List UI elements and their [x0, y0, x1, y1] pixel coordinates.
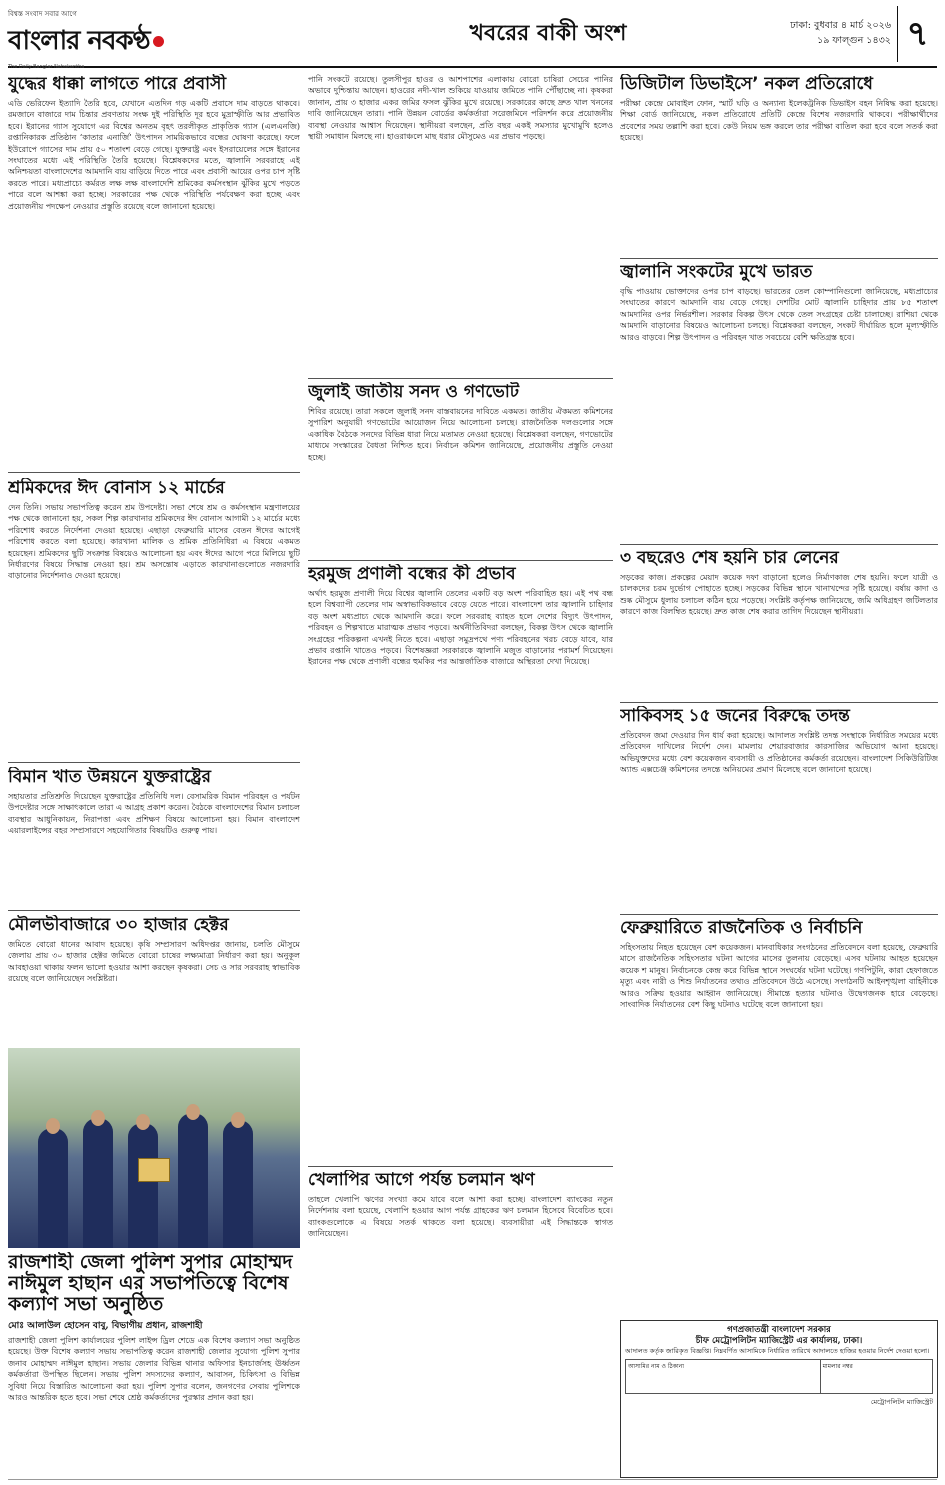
notice-signature: মেট্রোপলিটন ম্যাজিস্ট্রেট	[870, 1397, 933, 1406]
dateline	[790, 18, 891, 48]
article-pani	[308, 74, 613, 374]
article-probashi	[8, 74, 300, 469]
notice-body: আদালত কর্তৃক জারিকৃত বিজ্ঞপ্তি। নিম্নবর্ণিত আসামিকে নির্ধারিত তারিখে আদালতে হাজির হওয়ার নির্দেশ দেওয়া হলো।	[625, 1347, 930, 1355]
notice-col-name: আসামির নাম ও ঠিকানা	[626, 1359, 821, 1393]
masthead	[8, 6, 937, 68]
article-body: রাজশাহী জেলা পুলিশ কার্যালয়ের পুলিশ লাইন্স ড্রিল শেডে এক বিশেষ কল্যাণ সভা অনুষ্ঠিত হয়েছে। উক্ত বিশেষ কল্যাণ সভায় সভাপতিত্ব করেন রাজশাহী জেলার সুযোগ্য পুলিশ সুপার জনাব মোহাম্মদ নাঈমুল হাছান। সভায় জেলার বিভিন্ন থানার অফিসার ইনচার্জসহ ঊর্ধ্বতন কর্মকর্তারা উপস্থিত ছিলেন। সভায় পুলিশ সদস্যদের কল্যাণ, আবাসন, চিকিৎসা ও বিভিন্ন সুবিধা নিয়ে বিস্তারিত আলোচনা করা হয়। পুলিশ সুপার বলেন, জনগণের সেবায় পুলিশকে আরও আন্তরিক হতে হবে। সভা শেষে শ্রেষ্ঠ কর্মকর্তাদের পুরস্কার প্রদান করা হয়।	[8, 1336, 300, 1403]
brand-name	[8, 20, 168, 64]
article-charlane	[620, 548, 938, 698]
article-body: সহিংসতায় নিহত হয়েছেন বেশ কয়েকজন। মানবাধিকার সংগঠনের প্রতিবেদনে বলা হয়েছে, ফেব্রুয়ারি মাসে রাজনৈতিক সহিংসতার ঘটনা আগের মাসের তুলনায় বেড়েছে। এসব ঘটনায় আহত হয়েছেন কয়েক শ মানুষ। নির্বাচনকে কেন্দ্র করে বিভিন্ন স্থানে সংঘর্ষের ঘটনা ঘটেছে। গণপিটুনি, কারা হেফাজতে মৃত্যু এবং নারী ও শিশু নির্যাতনের তথ্যও প্রতিবেদনে উঠে এসেছে। সংগঠনটি আইনশৃঙ্খলা বাহিনীকে আরও সক্রিয় হওয়ার আহ্বান জানিয়েছে। সীমান্তে হত্যার ঘটনাও উদ্বেগজনক হারে বেড়েছে। সাংবাদিক নির্যাতনের বেশ কিছু ঘটনাও ঘটেছে বলে জানানো হয়।	[620, 943, 938, 1010]
court-notice	[620, 1320, 938, 1478]
section-title: খবরের বাকী অংশ	[469, 21, 627, 46]
police-ceremony-photo	[8, 1048, 300, 1248]
english-name: The Daily Banglar Nabakantha	[8, 64, 85, 70]
article-july	[308, 382, 613, 556]
article-body: প্রতিবেদন জমা দেওয়ার দিন ধার্য করা হয়েছে। আদালত সংশ্লিষ্ট তদন্ত সংস্থাকে নির্ধারিত সময়ের মধ্যে প্রতিবেদন দাখিলের নির্দেশ দেন। মামলায় শেয়ারবাজার কারসাজির অভিযোগ আনা হয়েছে। অভিযুক্তদের মধ্যে বেশ কয়েকজন ব্যবসায়ী ও প্রতিষ্ঠানের কর্মকর্তা রয়েছেন। বাংলাদেশ সিকিউরিটিজ অ্যান্ড এক্সচেঞ্জ কমিশনের তদন্তে অনিয়মের প্রমাণ মিলেছে বলে জানানো হয়েছে।	[620, 731, 938, 775]
notice-header: গণপ্রজাতন্ত্রী বাংলাদেশ সরকার	[727, 1325, 831, 1335]
byline: মোঃ আলাউল হোসেন বাবু, বিভাগীয় প্রধান, রাজশাহী	[8, 1321, 203, 1331]
headline: সাকিবসহ ১৫ জনের বিরুদ্ধে তদন্ত	[620, 706, 850, 726]
article-body: জমিতে বোরো ধানের আবাদ হয়েছে। কৃষি সম্প্রসারণ অধিদপ্তর জানায়, চলতি মৌসুমে জেলায় প্রায় ৩০ হাজার হেক্টর জমিতে বোরো চাষের লক্ষ্যমাত্রা নির্ধারণ করা হয়। অনুকূল আবহাওয়া থাকায় ফলন ভালো হওয়ার আশা করছেন কৃষকরা। সেচ ও সার সরবরাহ স্বাভাবিক রয়েছে বলে জানিয়েছেন সংশ্লিষ্টরা।	[8, 940, 300, 984]
brand-text: বাংলার নবকণ্ঠ	[8, 26, 150, 56]
headline: রাজশাহী জেলা পুলিশ সুপার মোহাম্মদ নাঈমুল হাছান এর সভাপতিত্বে বিশেষ কল্যাণ সভা অনুষ্ঠিত	[8, 1252, 293, 1315]
article-digital	[620, 74, 938, 254]
headline: জ্বালানি সংকটের মুখে ভারত	[620, 262, 813, 282]
notice-col-case: মামলার নম্বর	[820, 1359, 932, 1393]
headline: ডিজিটাল ডিভাইসে’ নকল প্রতিরোধে	[620, 74, 873, 94]
headline: বিমান খাত উন্নয়নে যুক্তরাষ্ট্রের	[8, 767, 211, 787]
article-khelapi	[308, 1170, 613, 1476]
article-jalani	[620, 262, 938, 540]
article-body: পরীক্ষা কেন্দ্রে মোবাইল ফোন, স্মার্ট ঘড়ি ও অন্যান্য ইলেকট্রনিক ডিভাইস বহন নিষিদ্ধ করা হয়েছে। শিক্ষা বোর্ড জানিয়েছে, নকল প্রতিরোধে প্রতিটি কেন্দ্রে বিশেষ নজরদারি থাকবে। পরীক্ষার্থীদের প্রবেশের সময় তল্লাশি করা হবে। কেউ নিয়ম ভঙ্গ করলে তার পরীক্ষা বাতিল করা হবে বলে সতর্ক করা হয়েছে।	[620, 99, 938, 143]
headline: মৌলভীবাজারে ৩০ হাজার হেক্টর	[8, 915, 229, 935]
headline: ফেব্রুয়ারিতে রাজনৈতিক ও নির্বাচনি	[620, 918, 863, 938]
date-bangla: ১৯ ফাল্গুন ১৪৩২	[817, 35, 891, 46]
article-body: সড়কের কাজ। প্রকল্পের মেয়াদ কয়েক দফা বাড়ানো হলেও নির্মাণকাজ শেষ হয়নি। ফলে যাত্রী ও চালকদের চরম দুর্ভোগ পোহাতে হচ্ছে। সড়কের বিভিন্ন স্থানে খানাখন্দের সৃষ্টি হয়েছে। বর্ষায় কাদা ও শুষ্ক মৌসুমে ধুলায় চলাচল কঠিন হয়ে পড়েছে। সংশ্লিষ্ট কর্তৃপক্ষ জানিয়েছে, জমি অধিগ্রহণ জটিলতার কারণে কাজ বিলম্বিত হয়েছে। দ্রুত কাজ শেষ করার তাগিদ দিয়েছেন স্থানীয়রা।	[620, 573, 938, 617]
headline: শ্রমিকদের ঈদ বোনাস ১২ মার্চের	[8, 478, 225, 498]
newspaper-logo	[8, 10, 168, 70]
headline: ৩ বছরেও শেষ হয়নি চার লেনের	[620, 548, 839, 568]
page-number: ৭	[897, 6, 937, 62]
award-plaque	[138, 1158, 170, 1182]
article-body: এডি ভেরিফেন ইত্যাদি তৈরি হবে, যেখানে এতদিন গড় একটি প্রবাসে দাম বাড়তে থাকবে। রমজানে বাজারে দাম চিন্তার প্রবণতায় সংক্ষ দুই পরিস্থিতি দূর হবে মুদ্রাস্ফীতি আর প্রভাবিত হবে। ইরানের গ্যাস সুযোগে এর বিশ্বের অনতম বৃহৎ তরলীকৃত প্রাকৃতিক গ্যাস (এলএনজি) রপ্তানিকারক প্রতিষ্ঠান ‘কাতার এনার্জি’ উৎপাদন সাময়িকভাবে বন্ধের ঘোষণা করেছে। ফলে ইউরোপে গ্যাসের দাম প্রায় ৫০ শতাংশ বেড়ে গেছে। যুক্তরাষ্ট্র এবং ইসরায়েলের সঙ্গে ইরানের সংঘাতের মধ্যে এই পরিস্থিতি তৈরি হয়েছে। বিশ্লেষকদের মতে, জ্বালানি সরবরাহে এই অনিশ্চয়তা বাংলাদেশের আমদানি ব্যয় বাড়িয়ে দিতে পারে এবং প্রবাসী আয়ের ওপর চাপ সৃষ্টি করতে পারে। মধ্যপ্রাচ্যে কর্মরত লক্ষ লক্ষ বাংলাদেশি শ্রমিকের কর্মসংস্থান ঝুঁকির মুখে পড়তে পারে বলে আশঙ্কা করা হচ্ছে। সরকারের পক্ষ থেকে পরিস্থিতি পর্যবেক্ষণ করা হচ্ছে এবং প্রয়োজনীয় পদক্ষেপ নেওয়ার প্রস্তুতি রয়েছে বলে জানানো হয়েছে।	[8, 99, 300, 211]
tagline: বিশ্বস্ত সংবাদ সবার আগে	[8, 10, 77, 18]
notice-subheader: চীফ মেট্রোপলিটন ম্যাজিস্ট্রেট এর কার্যালয়, ঢাকা।	[695, 1336, 863, 1346]
article-body: বৃদ্ধি পাওয়ায় ভোক্তাদের ওপর চাপ বাড়ছে। ভারতের তেল কোম্পানিগুলো জানিয়েছে, মধ্যপ্রাচ্যের সংঘাতের কারণে আমদানি ব্যয় বেড়ে গেছে। দেশটির মোট জ্বালানি চাহিদার প্রায় ৮৫ শতাংশ আমদানির ওপর নির্ভরশীল। সরকার বিকল্প উৎস থেকে তেল সংগ্রহের চেষ্টা চালাচ্ছে। রাশিয়া থেকে আমদানি বাড়ানোর বিষয়েও আলোচনা চলছে। বিশ্লেষকরা বলছেন, সংকট দীর্ঘায়িত হলে মূল্যস্ফীতি আরও বাড়বে। শিল্প উৎপাদন ও পরিবহন খাত সবচেয়ে বেশি ক্ষতিগ্রস্ত হবে।	[620, 287, 938, 342]
article-biman	[8, 767, 300, 907]
article-hormuz	[308, 564, 613, 1064]
headline: যুদ্ধের ধাক্কা লাগতে পারে প্রবাসী	[8, 74, 227, 94]
article-body: তাহলে খেলাপি ঋণের সংখ্যা কমে যাবে বলে আশা করা হচ্ছে। বাংলাদেশ ব্যাংকের নতুন নির্দেশনায় বলা হয়েছে, খেলাপি হওয়ার আগ পর্যন্ত গ্রাহকের ঋণ চলমান হিসেবে বিবেচিত হবে। ব্যাংকগুলোকে এ বিষয়ে সতর্ক থাকতে বলা হয়েছে। ব্যবসায়ীরা এই সিদ্ধান্তকে স্বাগত জানিয়েছেন।	[308, 1195, 613, 1239]
article-feb	[620, 918, 938, 1314]
article-moulvibazar	[8, 915, 300, 1043]
article-sakib	[620, 706, 938, 910]
headline: হরমুজ প্রণালী বন্ধের কী প্রভাব	[308, 564, 516, 584]
logo-dot-icon	[153, 36, 164, 47]
notice-table	[625, 1359, 933, 1394]
article-police	[8, 1252, 300, 1478]
headline: খেলাপির আগে পর্যন্ত চলমান ঋণ	[308, 1170, 535, 1190]
article-body: সহায়তার প্রতিশ্রুতি দিয়েছেন যুক্তরাষ্ট্রের প্রতিনিধি দল। বেসামরিক বিমান পরিবহন ও পর্যটন উপদেষ্টার সঙ্গে সাক্ষাৎকালে তারা এ আগ্রহ প্রকাশ করেন। বৈঠকে বাংলাদেশের বিমান চলাচল ব্যবস্থার আধুনিকায়ন, নিরাপত্তা এবং প্রশিক্ষণ বিষয়ে আলোচনা হয়। বিমান বাংলাদেশ এয়ারলাইন্সের বহর সম্প্রসারণে সহযোগিতার বিষয়টিও গুরুত্ব পায়।	[8, 792, 300, 836]
article-body: অর্থাৎ হরমুজ প্রণালী দিয়ে বিশ্বের জ্বালানি তেলের একটি বড় অংশ পরিবাহিত হয়। এই পথ বন্ধ হলে বিশ্বব্যাপী তেলের দাম অস্বাভাবিকভাবে বেড়ে যেতে পারে। বাংলাদেশ তার জ্বালানি চাহিদার বড় অংশ মধ্যপ্রাচ্য থেকে আমদানি করে। ফলে সরবরাহ ব্যাহত হলে দেশের বিদ্যুৎ উৎপাদন, পরিবহন ও শিল্পখাতে মারাত্মক প্রভাব পড়বে। অর্থনীতিবিদরা বলছেন, বিকল্প উৎস থেকে জ্বালানি সংগ্রহের পরিকল্পনা এখনই নিতে হবে। এছাড়া সমুদ্রপথে পণ্য পরিবহনের খরচ বেড়ে যাবে, যার প্রভাব রপ্তানি খাতেও পড়বে। বিশেষজ্ঞরা সরকারকে জ্বালানি মজুত বাড়ানোর পরামর্শ দিয়েছেন। ইরানের পক্ষ থেকে প্রণালী বন্ধের হুমকির পর আন্তর্জাতিক বাজারে অস্থিরতা দেখা দিয়েছে।	[308, 589, 613, 667]
article-shromik	[8, 478, 300, 758]
date-primary: ঢাকা: বুধবার ৪ মার্চ ২০২৬	[790, 20, 891, 31]
article-body: শিবির রয়েছে। তারা সকলে জুলাই সনদ বাস্তবায়নের দাবিতে একমত। জাতীয় ঐকমত্য কমিশনের সুপারিশ অনুযায়ী গণভোটের আয়োজন নিয়ে আলোচনা চলছে। রাজনৈতিক দলগুলোর সঙ্গে একাধিক বৈঠকে সনদের বিভিন্ন ধারা নিয়ে মতামত নেওয়া হয়েছে। বিশ্লেষকরা বলছেন, গণভোটের মাধ্যমে সংস্কারের বৈধতা নিশ্চিত হবে। নির্বাচন কমিশন জানিয়েছে, প্রয়োজনীয় প্রস্তুতি নেওয়া হচ্ছে।	[308, 407, 613, 462]
headline: জুলাই জাতীয় সনদ ও গণভোট	[308, 382, 520, 402]
article-body: দেন তিনি। সভায় সভাপতিত্ব করেন শ্রম উপদেষ্টা। সভা শেষে শ্রম ও কর্মসংস্থান মন্ত্রণালয়ের পক্ষ থেকে জানানো হয়, সকল শিল্প কারখানার শ্রমিকদের ঈদ বোনাস আগামী ১২ মার্চের মধ্যে পরিশোধ করতে নির্দেশনা দেওয়া হয়েছে। এছাড়া ফেব্রুয়ারি মাসের বেতন ঈদের আগেই পরিশোধ করতে বলা হয়েছে। কারখানা মালিক ও শ্রমিক প্রতিনিধিরা এ বিষয়ে একমত হয়েছেন। শ্রমিকদের ছুটি সংক্রান্ত বিষয়েও আলোচনা হয় এবং ঈদের আগে পরে মিলিয়ে ছুটি নির্ধারণের বিষয়ে সিদ্ধান্ত নেওয়া হয়। শ্রম অসন্তোষ এড়াতে কারখানাগুলোতে নজরদারি বাড়ানোর নির্দেশনাও দেওয়া হয়েছে।	[8, 503, 300, 581]
footer-rule	[8, 1479, 937, 1480]
article-body: পানি সংকটে রয়েছে। তুলসীপুর হাওর ও আশপাশের এলাকায় বোরো চাষিরা সেচের পানির অভাবে দুশ্চিন্তায় আছেন। হাওরের নদী-খাল শুকিয়ে যাওয়ায় জমিতে পানি পৌঁছাচ্ছে না। কৃষকরা জানান, প্রায় ৩ হাজার একর জমির ফসল ঝুঁকির মুখে রয়েছে। সরকারের কাছে দ্রুত খাল খননের দাবি জানিয়েছেন তারা। পানি উন্নয়ন বোর্ডের কর্মকর্তারা সরেজমিনে পরিদর্শন করে প্রয়োজনীয় ব্যবস্থা নেওয়ার আশ্বাস দিয়েছেন। স্থানীয়রা বলছেন, প্রতি বছর একই সমস্যার মুখোমুখি হলেও স্থায়ী সমাধান মিলছে না। হাওরাঞ্চলে মাছ ধরার মৌসুমেও এর প্রভাব পড়ছে।	[308, 75, 613, 142]
